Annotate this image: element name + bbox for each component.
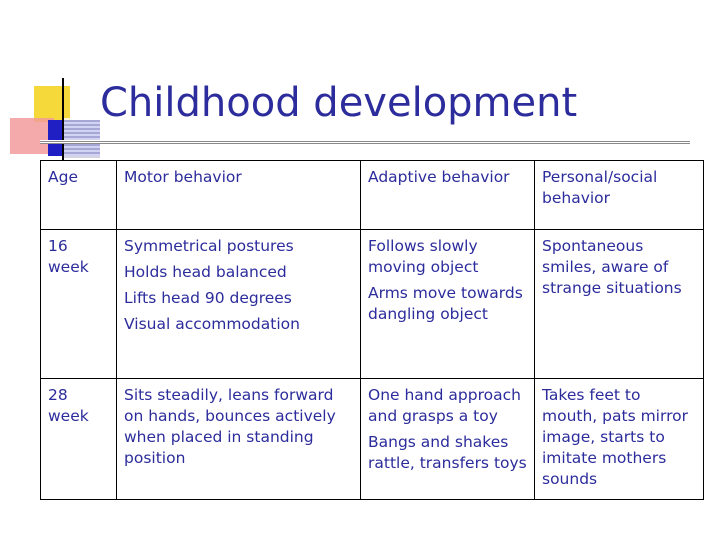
personal-cell [535,230,704,379]
age-cell: 16 week [41,230,117,379]
personal-item: Takes feet to mouth, pats mirror image, starts to imitate mothers sounds [542,386,688,488]
motor-cell [117,379,361,500]
motor-item: Lifts head 90 degrees [124,289,292,307]
motor-item: Sits steadily, leans forward on hands, bounces actively when placed in standing position [124,386,336,467]
table-row [41,230,704,379]
adaptive-item: Bangs and shakes rattle, transfers toys [368,433,527,472]
adaptive-cell [361,379,535,500]
development-table [40,160,704,500]
motor-item: Holds head balanced [124,263,287,281]
header-adaptive: Adaptive behavior [361,161,535,230]
age-cell: 28 week [41,379,117,500]
decorative-grey-square [64,118,100,158]
motor-item: Symmetrical postures [124,237,294,255]
slide-title: Childhood development [100,80,578,126]
decorative-vertical-line [62,78,64,160]
decorative-yellow-square [34,86,70,122]
personal-cell [535,379,704,500]
header-motor: Motor behavior [117,161,361,230]
adaptive-item: Arms move towards dangling object [368,284,523,323]
personal-item: Spontaneous smiles, aware of strange situations [542,237,682,297]
header-personal: Personal/social behavior [535,161,704,230]
title-underline [40,140,690,144]
adaptive-cell [361,230,535,379]
header-age: Age [41,161,117,230]
motor-cell [117,230,361,379]
table-row [41,379,704,500]
motor-item: Visual accommodation [124,315,300,333]
adaptive-item: Follows slowly moving object [368,237,479,276]
adaptive-item: One hand approach and grasps a toy [368,386,521,425]
table-header-row [41,161,704,230]
